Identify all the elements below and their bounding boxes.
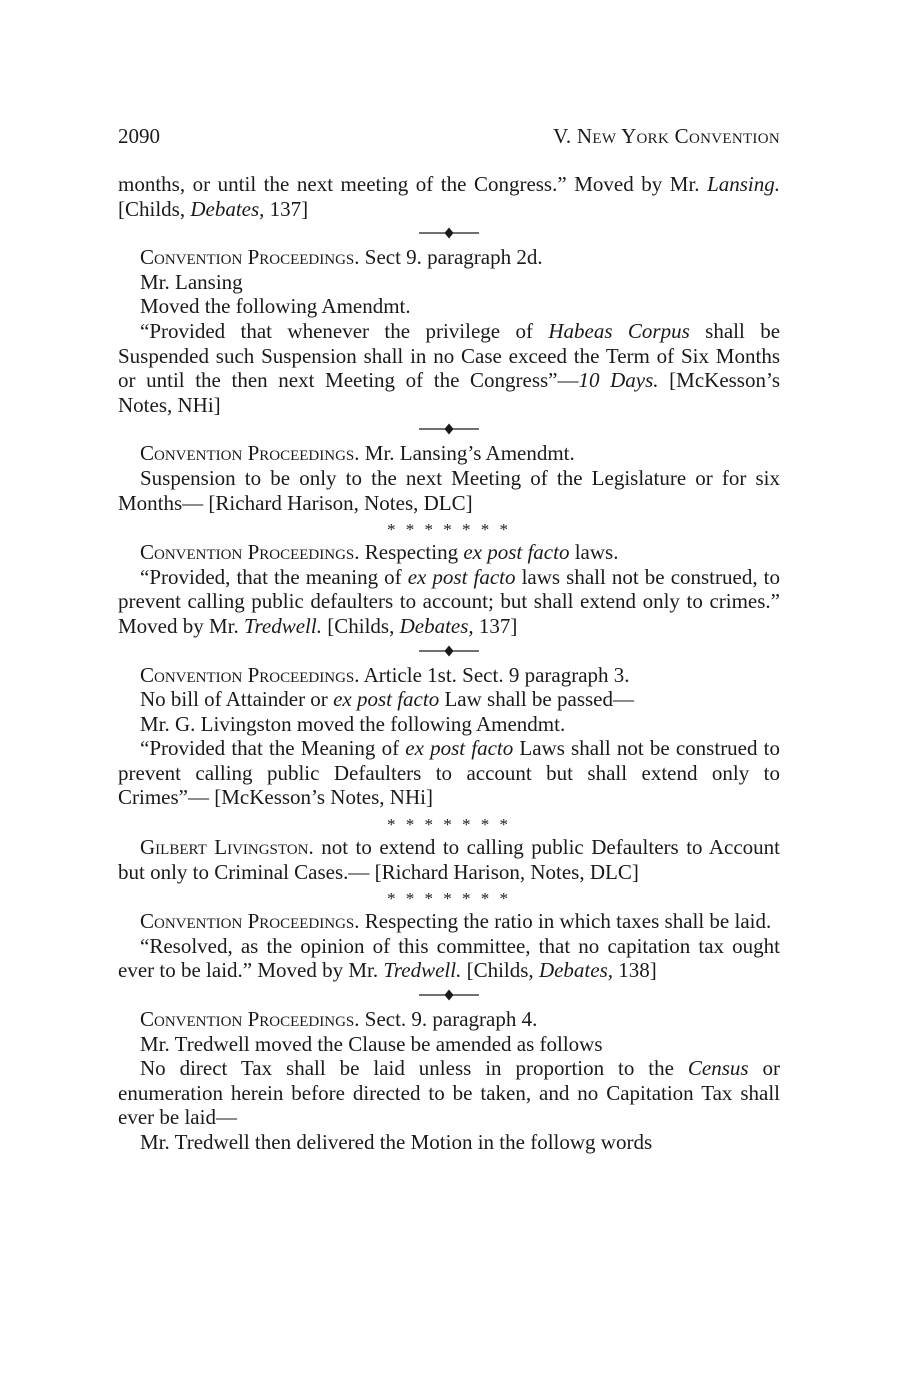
text-run: [Childs, (118, 196, 191, 221)
running-head: V. New York Convention (553, 124, 780, 148)
entry-heading (118, 835, 780, 884)
text-run: 137] (473, 613, 518, 638)
text-run: 138] (613, 958, 657, 983)
quote-paragraph (118, 565, 780, 639)
italic-run: ex post facto (333, 687, 440, 712)
text-run: or enumeration herein before directed to be taken, and no Capitation Tax shall ever be laid— (118, 1056, 780, 1130)
asterisk-divider: * * * * * * * (387, 889, 511, 909)
italic-run: Debates, (190, 196, 265, 221)
page-body (118, 172, 780, 1155)
italic-run: Debates, (399, 613, 474, 638)
source-label: Convention Proceedings. (140, 909, 360, 934)
source-label: Convention Proceedings. (140, 441, 360, 466)
quote-paragraph (118, 319, 780, 417)
section-ornament (118, 639, 780, 663)
text-run: No direct Tax shall be laid unless in proportion to the (140, 1056, 688, 1081)
text-run: laws. (569, 540, 619, 565)
diamond-rule-icon (419, 226, 479, 240)
quote-paragraph (118, 736, 780, 810)
source-label: Gilbert Livingston. (140, 835, 314, 860)
italic-run: ex post facto (407, 564, 516, 589)
source-label: Convention Proceedings. (140, 662, 360, 687)
entry-heading (118, 540, 780, 565)
text-run: 137] (264, 196, 309, 221)
text-run: Law shall be passed— (439, 687, 634, 712)
text-run: Respecting the ratio in which taxes shall be laid. (359, 909, 772, 934)
text-run: Mr. Lansing’s Amendmt. (359, 441, 575, 466)
text-run: laws shall not be construed, to prevent calling public defaulters to account; but shall extend only to crimes.” Moved by Mr. (118, 564, 780, 638)
text-run: [McKesson’s Notes, NHi] (118, 368, 780, 417)
diamond-rule-icon (419, 644, 479, 658)
italic-run: 10 Days. (578, 368, 659, 393)
text-run: shall be Suspended such Suspension shall in no Case exceed the Term of Six Months or until the then next Meeting of the Congress”— (118, 318, 781, 393)
section-ornament (118, 417, 780, 441)
quote-paragraph (118, 934, 780, 983)
text-run: No bill of Attainder or (140, 687, 334, 712)
entry-heading (118, 1007, 780, 1032)
paragraph (118, 687, 780, 712)
italic-run: Tredwell. (244, 613, 322, 638)
entry-heading (118, 441, 780, 466)
source-label: Convention Proceedings. (140, 245, 360, 270)
source-label: Convention Proceedings. (140, 1007, 360, 1032)
page-header (118, 124, 780, 149)
text-run: not to extend to calling public Defaulters to Account but only to Criminal Cases.— [Richard Harison, Notes, DLC] (118, 835, 780, 884)
asterisk-divider: * * * * * * * (387, 520, 511, 540)
text-run: “Provided, that the meaning of (140, 564, 408, 589)
entry-heading (118, 663, 780, 688)
section-ornament (118, 983, 780, 1007)
diamond-rule-icon (419, 988, 479, 1002)
text-run: Article 1st. Sect. 9 paragraph 3. (359, 662, 630, 687)
paragraph: Mr. G. Livingston moved the following Amendmt. (140, 711, 566, 736)
text-run: “Resolved, as the opinion of this committee, that no capitation tax ought ever to be laid.” Moved by Mr. (118, 933, 780, 983)
entry-heading (118, 909, 780, 934)
italic-run: ex post facto (463, 540, 570, 565)
section-ornament (118, 221, 780, 245)
italic-run: ex post facto (405, 736, 514, 761)
paragraph: Mr. Tredwell then delivered the Motion in the followg words (140, 1130, 653, 1154)
entry-heading (118, 245, 780, 270)
text-run: Respecting (359, 540, 464, 565)
source-label: Convention Proceedings. (140, 540, 360, 565)
paragraph: Mr. Lansing (140, 269, 243, 294)
text-run: Sect. 9. paragraph 4. (359, 1007, 538, 1032)
paragraph (118, 1056, 780, 1130)
italic-run: Habeas Corpus (548, 318, 690, 343)
text-run: Sect 9. paragraph 2d. (359, 245, 543, 270)
page-number: 2090 (118, 124, 160, 148)
paragraph: Moved the following Amendmt. (140, 294, 411, 319)
text-run: Laws shall not be construed to prevent calling public Defaulters to account but shall extend only to Crimes”— [McKesson’s Notes, NHi] (118, 736, 781, 810)
text-run: “Provided that the Meaning of (140, 736, 406, 761)
asterisk-divider: * * * * * * * (387, 815, 511, 835)
italic-run: Debates, (538, 958, 614, 983)
text-run: “Provided that whenever the privilege of (140, 318, 549, 343)
diamond-rule-icon (419, 422, 479, 436)
paragraph (118, 172, 780, 221)
text-run: [Childs, (461, 958, 539, 983)
italic-run: Lansing. (707, 172, 780, 196)
paragraph: Mr. Tredwell moved the Clause be amended as follows (140, 1031, 603, 1056)
paragraph: Suspension to be only to the next Meeting of the Legislature or for six Months— [Richard Harison, Notes, DLC] (118, 465, 780, 515)
text-run: months, or until the next meeting of the Congress.” Moved by Mr. (118, 172, 708, 196)
italic-run: Tredwell. (383, 958, 462, 983)
italic-run: Census (687, 1056, 749, 1081)
text-run: [Childs, (321, 613, 400, 638)
